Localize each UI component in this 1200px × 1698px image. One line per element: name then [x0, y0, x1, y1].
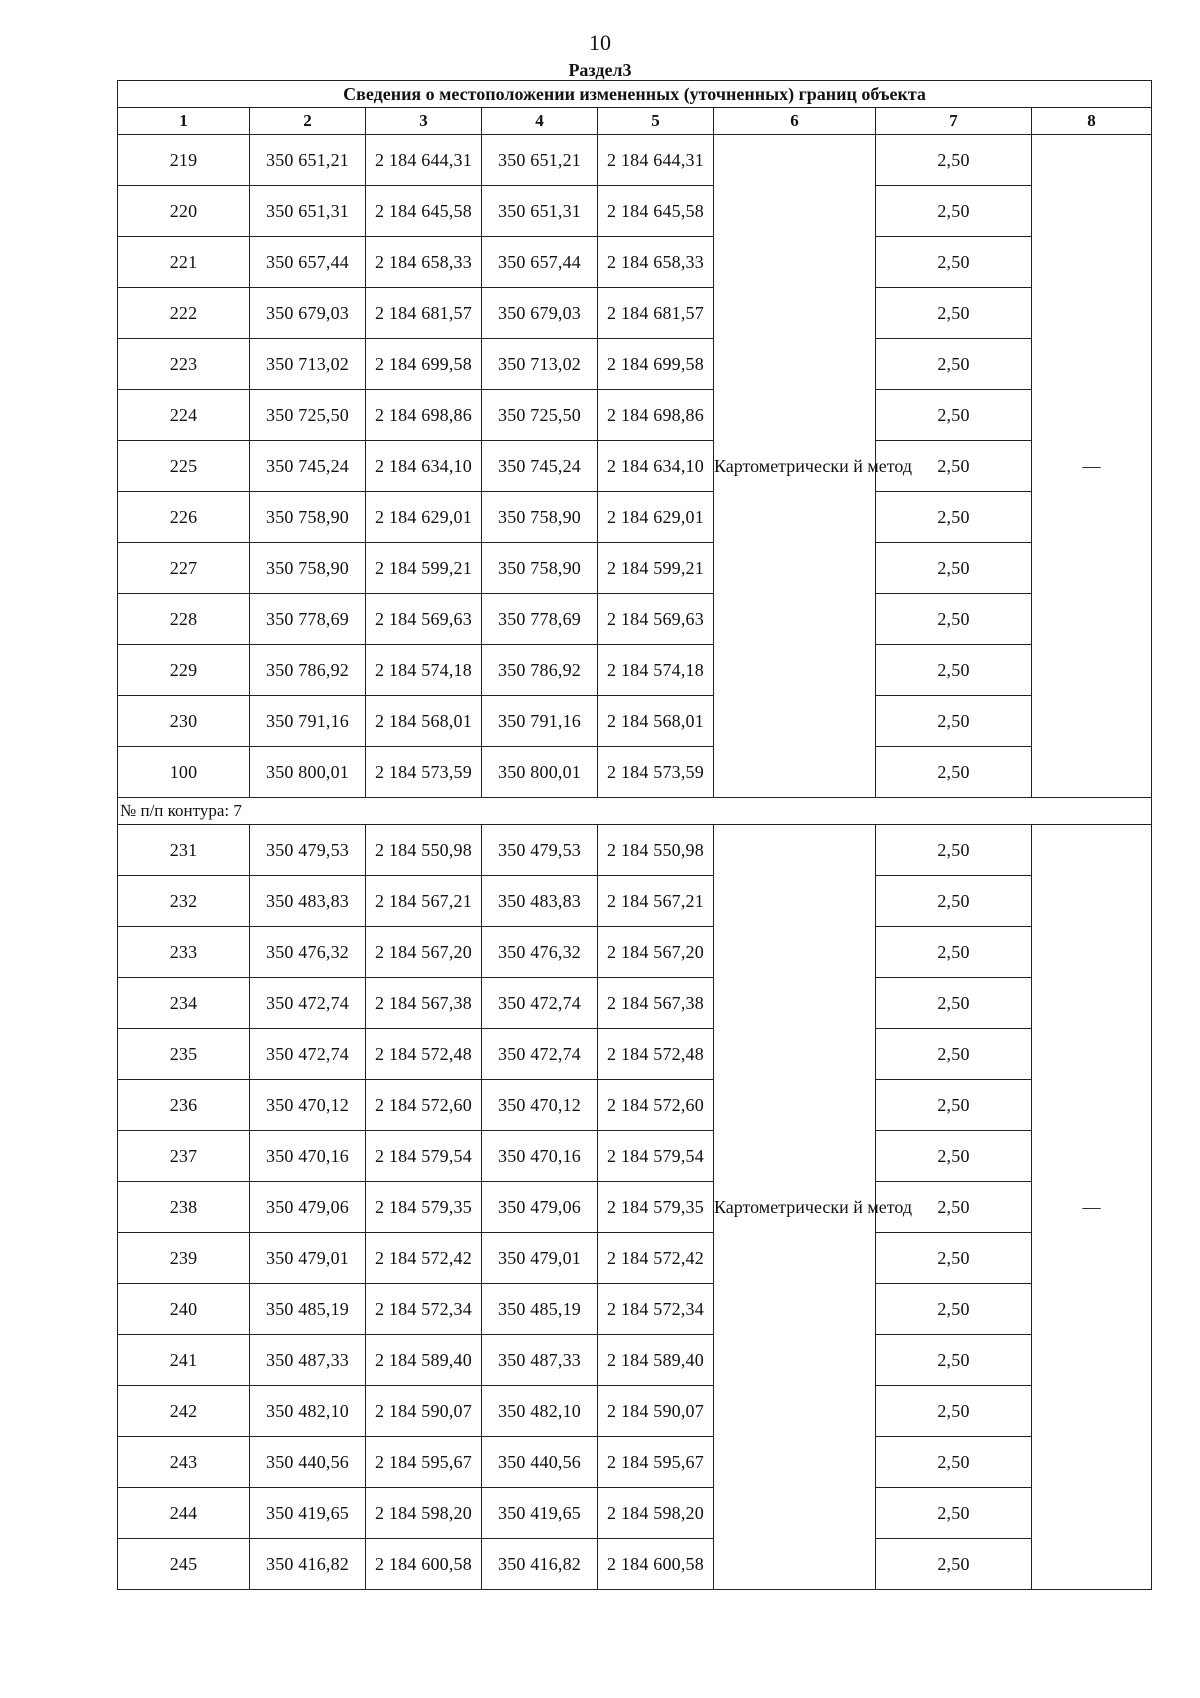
precision-cell: 2,50 [876, 696, 1032, 747]
x-new-cell: 350 416,82 [482, 1539, 598, 1590]
x-old-cell: 350 472,74 [250, 978, 366, 1029]
x-new-cell: 350 745,24 [482, 441, 598, 492]
point-number-cell: 223 [118, 339, 250, 390]
point-number-cell: 220 [118, 186, 250, 237]
y-old-cell: 2 184 658,33 [366, 237, 482, 288]
x-new-cell: 350 479,53 [482, 825, 598, 876]
x-old-cell: 350 800,01 [250, 747, 366, 798]
x-new-cell: 350 476,32 [482, 927, 598, 978]
table-row [118, 1080, 1152, 1131]
point-number-cell: 222 [118, 288, 250, 339]
x-old-cell: 350 476,32 [250, 927, 366, 978]
column-header: 8 [1032, 108, 1152, 135]
y-new-cell: 2 184 568,01 [598, 696, 714, 747]
point-number-cell: 240 [118, 1284, 250, 1335]
x-old-cell: 350 758,90 [250, 492, 366, 543]
point-number-cell: 234 [118, 978, 250, 1029]
x-old-cell: 350 479,53 [250, 825, 366, 876]
x-new-cell: 350 472,74 [482, 1029, 598, 1080]
table-row [118, 339, 1152, 390]
page-number: 10 [589, 30, 611, 55]
y-new-cell: 2 184 567,38 [598, 978, 714, 1029]
precision-cell: 2,50 [876, 543, 1032, 594]
precision-cell: 2,50 [876, 1437, 1032, 1488]
table-row [118, 1284, 1152, 1335]
column-header: 3 [366, 108, 482, 135]
y-new-cell: 2 184 698,86 [598, 390, 714, 441]
x-new-cell: 350 419,65 [482, 1488, 598, 1539]
y-new-cell: 2 184 572,42 [598, 1233, 714, 1284]
table-row [118, 441, 1152, 492]
column-header: 5 [598, 108, 714, 135]
y-new-cell: 2 184 599,21 [598, 543, 714, 594]
y-new-cell: 2 184 569,63 [598, 594, 714, 645]
precision-cell: 2,50 [876, 186, 1032, 237]
point-number-cell: 232 [118, 876, 250, 927]
x-old-cell: 350 470,16 [250, 1131, 366, 1182]
x-new-cell: 350 657,44 [482, 237, 598, 288]
y-new-cell: 2 184 645,58 [598, 186, 714, 237]
x-new-cell: 350 651,31 [482, 186, 598, 237]
y-new-cell: 2 184 634,10 [598, 441, 714, 492]
point-number-cell: 100 [118, 747, 250, 798]
point-number-cell: 237 [118, 1131, 250, 1182]
y-new-cell: 2 184 572,34 [598, 1284, 714, 1335]
contour-label-row [118, 798, 1152, 825]
y-old-cell: 2 184 644,31 [366, 135, 482, 186]
x-new-cell: 350 479,06 [482, 1182, 598, 1233]
x-old-cell: 350 745,24 [250, 441, 366, 492]
precision-cell: 2,50 [876, 1284, 1032, 1335]
table-row [118, 1539, 1152, 1590]
precision-cell: 2,50 [876, 747, 1032, 798]
precision-cell: 2,50 [876, 645, 1032, 696]
x-old-cell: 350 416,82 [250, 1539, 366, 1590]
y-new-cell: 2 184 598,20 [598, 1488, 714, 1539]
table-row [118, 825, 1152, 876]
y-new-cell: 2 184 681,57 [598, 288, 714, 339]
precision-cell: 2,50 [876, 1080, 1032, 1131]
boundary-table [117, 80, 1152, 1590]
x-new-cell: 350 651,21 [482, 135, 598, 186]
table-row [118, 645, 1152, 696]
x-old-cell: 350 786,92 [250, 645, 366, 696]
x-old-cell: 350 483,83 [250, 876, 366, 927]
table-row [118, 135, 1152, 186]
x-old-cell: 350 470,12 [250, 1080, 366, 1131]
table-body [118, 135, 1152, 1590]
x-old-cell: 350 713,02 [250, 339, 366, 390]
table-row [118, 978, 1152, 1029]
point-number-cell: 243 [118, 1437, 250, 1488]
precision-cell: 2,50 [876, 492, 1032, 543]
table-row [118, 594, 1152, 645]
description-cell: — [1032, 825, 1152, 1590]
column-header: 2 [250, 108, 366, 135]
y-old-cell: 2 184 550,98 [366, 825, 482, 876]
y-old-cell: 2 184 572,60 [366, 1080, 482, 1131]
table-row [118, 1131, 1152, 1182]
point-number-cell: 245 [118, 1539, 250, 1590]
x-new-cell: 350 800,01 [482, 747, 598, 798]
x-new-cell: 350 679,03 [482, 288, 598, 339]
x-old-cell: 350 485,19 [250, 1284, 366, 1335]
x-old-cell: 350 479,01 [250, 1233, 366, 1284]
precision-cell: 2,50 [876, 441, 1032, 492]
precision-cell: 2,50 [876, 1029, 1032, 1080]
point-number-cell: 241 [118, 1335, 250, 1386]
x-new-cell: 350 758,90 [482, 543, 598, 594]
point-number-cell: 233 [118, 927, 250, 978]
point-number-cell: 221 [118, 237, 250, 288]
point-number-cell: 228 [118, 594, 250, 645]
y-old-cell: 2 184 579,54 [366, 1131, 482, 1182]
x-old-cell: 350 657,44 [250, 237, 366, 288]
y-old-cell: 2 184 567,21 [366, 876, 482, 927]
x-new-cell: 350 485,19 [482, 1284, 598, 1335]
y-old-cell: 2 184 699,58 [366, 339, 482, 390]
x-new-cell: 350 470,12 [482, 1080, 598, 1131]
y-old-cell: 2 184 681,57 [366, 288, 482, 339]
x-new-cell: 350 791,16 [482, 696, 598, 747]
x-old-cell: 350 758,90 [250, 543, 366, 594]
y-new-cell: 2 184 658,33 [598, 237, 714, 288]
precision-cell: 2,50 [876, 237, 1032, 288]
x-new-cell: 350 479,01 [482, 1233, 598, 1284]
x-old-cell: 350 651,21 [250, 135, 366, 186]
point-number-cell: 231 [118, 825, 250, 876]
y-new-cell: 2 184 579,54 [598, 1131, 714, 1182]
y-old-cell: 2 184 567,38 [366, 978, 482, 1029]
x-old-cell: 350 791,16 [250, 696, 366, 747]
y-old-cell: 2 184 568,01 [366, 696, 482, 747]
column-header: 7 [876, 108, 1032, 135]
table-row [118, 1437, 1152, 1488]
precision-cell: 2,50 [876, 1131, 1032, 1182]
y-new-cell: 2 184 595,67 [598, 1437, 714, 1488]
point-number-cell: 224 [118, 390, 250, 441]
y-old-cell: 2 184 574,18 [366, 645, 482, 696]
precision-cell: 2,50 [876, 135, 1032, 186]
y-old-cell: 2 184 567,20 [366, 927, 482, 978]
section-title: Раздел3 [568, 60, 632, 80]
column-header: 6 [714, 108, 876, 135]
y-old-cell: 2 184 599,21 [366, 543, 482, 594]
x-old-cell: 350 725,50 [250, 390, 366, 441]
table-title: Сведения о местоположении измененных (уточненных) границ объекта [118, 81, 1152, 108]
precision-cell: 2,50 [876, 825, 1032, 876]
precision-cell: 2,50 [876, 339, 1032, 390]
point-number-cell: 242 [118, 1386, 250, 1437]
y-new-cell: 2 184 574,18 [598, 645, 714, 696]
x-new-cell: 350 786,92 [482, 645, 598, 696]
precision-cell: 2,50 [876, 1386, 1032, 1437]
x-new-cell: 350 440,56 [482, 1437, 598, 1488]
column-header: 4 [482, 108, 598, 135]
table-row [118, 1029, 1152, 1080]
table-row [118, 492, 1152, 543]
x-old-cell: 350 419,65 [250, 1488, 366, 1539]
x-old-cell: 350 482,10 [250, 1386, 366, 1437]
y-new-cell: 2 184 699,58 [598, 339, 714, 390]
x-new-cell: 350 778,69 [482, 594, 598, 645]
y-old-cell: 2 184 569,63 [366, 594, 482, 645]
table-row [118, 696, 1152, 747]
y-old-cell: 2 184 645,58 [366, 186, 482, 237]
column-header-row [118, 108, 1152, 135]
table-row [118, 1335, 1152, 1386]
x-old-cell: 350 440,56 [250, 1437, 366, 1488]
y-old-cell: 2 184 572,34 [366, 1284, 482, 1335]
y-old-cell: 2 184 634,10 [366, 441, 482, 492]
table-row [118, 237, 1152, 288]
x-old-cell: 350 679,03 [250, 288, 366, 339]
precision-cell: 2,50 [876, 1182, 1032, 1233]
y-new-cell: 2 184 573,59 [598, 747, 714, 798]
precision-cell: 2,50 [876, 288, 1032, 339]
x-new-cell: 350 713,02 [482, 339, 598, 390]
x-new-cell: 350 483,83 [482, 876, 598, 927]
point-number-cell: 226 [118, 492, 250, 543]
y-old-cell: 2 184 590,07 [366, 1386, 482, 1437]
description-cell: — [1032, 135, 1152, 798]
y-old-cell: 2 184 579,35 [366, 1182, 482, 1233]
x-new-cell: 350 482,10 [482, 1386, 598, 1437]
table-row [118, 186, 1152, 237]
table-row [118, 390, 1152, 441]
point-number-cell: 238 [118, 1182, 250, 1233]
y-old-cell: 2 184 698,86 [366, 390, 482, 441]
y-old-cell: 2 184 595,67 [366, 1437, 482, 1488]
table-row [118, 1488, 1152, 1539]
point-number-cell: 227 [118, 543, 250, 594]
y-new-cell: 2 184 629,01 [598, 492, 714, 543]
x-new-cell: 350 470,16 [482, 1131, 598, 1182]
point-number-cell: 235 [118, 1029, 250, 1080]
precision-cell: 2,50 [876, 594, 1032, 645]
method-cell: Картометрически й метод [714, 825, 876, 1590]
x-new-cell: 350 758,90 [482, 492, 598, 543]
y-new-cell: 2 184 567,21 [598, 876, 714, 927]
table-row [118, 288, 1152, 339]
point-number-cell: 236 [118, 1080, 250, 1131]
point-number-cell: 225 [118, 441, 250, 492]
point-number-cell: 239 [118, 1233, 250, 1284]
precision-cell: 2,50 [876, 390, 1032, 441]
precision-cell: 2,50 [876, 876, 1032, 927]
y-old-cell: 2 184 600,58 [366, 1539, 482, 1590]
y-new-cell: 2 184 572,48 [598, 1029, 714, 1080]
x-new-cell: 350 487,33 [482, 1335, 598, 1386]
precision-cell: 2,50 [876, 978, 1032, 1029]
contour-label: № п/п контура: 7 [118, 798, 1152, 825]
table-row [118, 1233, 1152, 1284]
y-new-cell: 2 184 579,35 [598, 1182, 714, 1233]
precision-cell: 2,50 [876, 1539, 1032, 1590]
precision-cell: 2,50 [876, 1335, 1032, 1386]
table-row [118, 876, 1152, 927]
y-old-cell: 2 184 572,42 [366, 1233, 482, 1284]
y-old-cell: 2 184 629,01 [366, 492, 482, 543]
x-old-cell: 350 479,06 [250, 1182, 366, 1233]
y-old-cell: 2 184 589,40 [366, 1335, 482, 1386]
table-row [118, 543, 1152, 594]
y-new-cell: 2 184 567,20 [598, 927, 714, 978]
y-new-cell: 2 184 572,60 [598, 1080, 714, 1131]
y-old-cell: 2 184 573,59 [366, 747, 482, 798]
table-row [118, 927, 1152, 978]
x-new-cell: 350 725,50 [482, 390, 598, 441]
x-old-cell: 350 472,74 [250, 1029, 366, 1080]
column-header: 1 [118, 108, 250, 135]
precision-cell: 2,50 [876, 1233, 1032, 1284]
method-cell: Картометрически й метод [714, 135, 876, 798]
table-row [118, 747, 1152, 798]
x-old-cell: 350 651,31 [250, 186, 366, 237]
y-old-cell: 2 184 572,48 [366, 1029, 482, 1080]
y-new-cell: 2 184 644,31 [598, 135, 714, 186]
precision-cell: 2,50 [876, 1488, 1032, 1539]
y-new-cell: 2 184 600,58 [598, 1539, 714, 1590]
point-number-cell: 229 [118, 645, 250, 696]
y-old-cell: 2 184 598,20 [366, 1488, 482, 1539]
point-number-cell: 230 [118, 696, 250, 747]
table-row [118, 1386, 1152, 1437]
x-old-cell: 350 487,33 [250, 1335, 366, 1386]
point-number-cell: 219 [118, 135, 250, 186]
y-new-cell: 2 184 590,07 [598, 1386, 714, 1437]
y-new-cell: 2 184 550,98 [598, 825, 714, 876]
precision-cell: 2,50 [876, 927, 1032, 978]
table-row [118, 1182, 1152, 1233]
point-number-cell: 244 [118, 1488, 250, 1539]
y-new-cell: 2 184 589,40 [598, 1335, 714, 1386]
x-old-cell: 350 778,69 [250, 594, 366, 645]
x-new-cell: 350 472,74 [482, 978, 598, 1029]
